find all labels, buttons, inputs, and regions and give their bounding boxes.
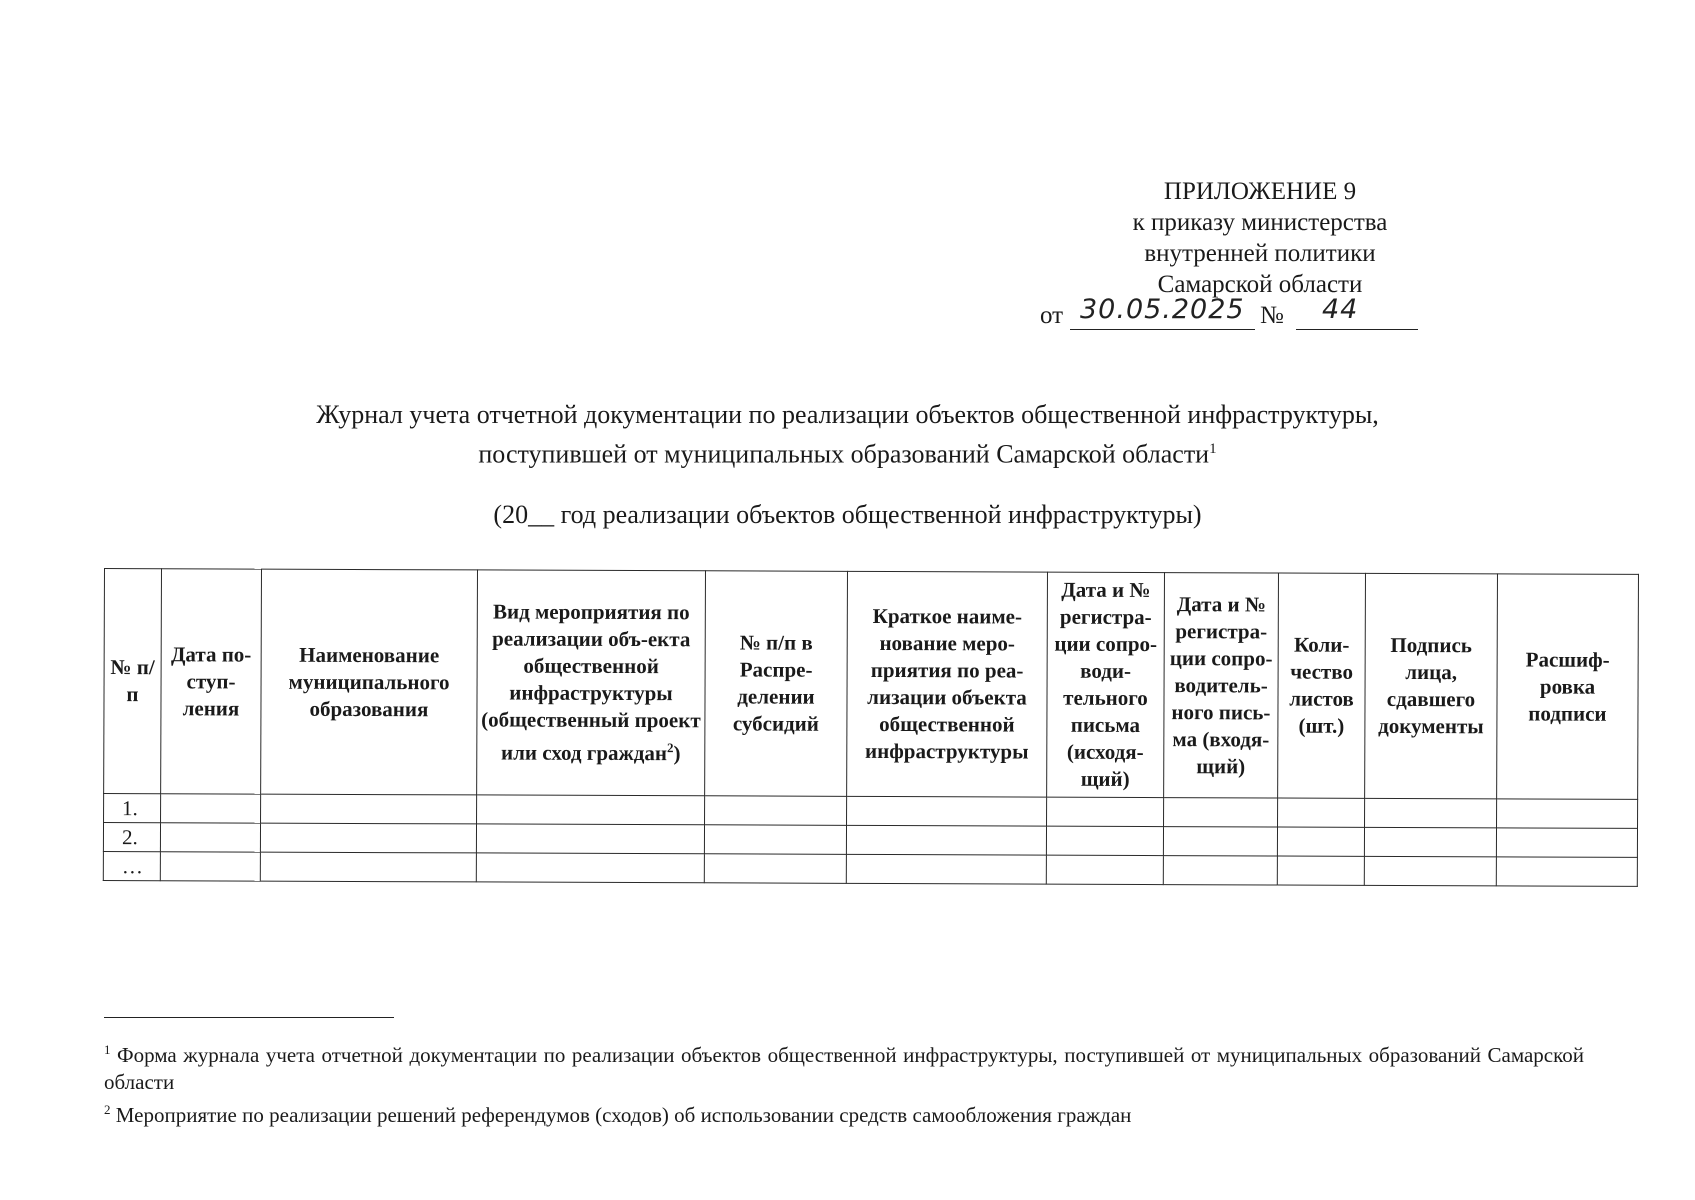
header-outgoing-letter: Дата и № регистра-ции сопро-води-тельного письма (исходя-щий) <box>1047 572 1165 797</box>
number-label: № <box>1260 302 1284 329</box>
footnote-1-text: Форма журнала учета отчетной документации по реализации объектов общественной инфраструктуры, поступившей от муниципальных образований Самарской области <box>104 1043 1584 1094</box>
table-cell <box>1278 798 1365 827</box>
title-line-2-text: поступившей от муниципальных образований Самарской области <box>478 439 1210 469</box>
footnote-ref-2: 2 <box>666 740 674 756</box>
table-cell <box>846 825 1046 855</box>
table-cell <box>161 794 261 823</box>
table-cell <box>1364 827 1496 857</box>
footnote-2 <box>104 1096 1584 1129</box>
table-cell <box>1496 857 1637 887</box>
appendix-line-2: внутренней политики <box>1144 240 1376 267</box>
header-sheet-count: Коли-чество листов (шт.) <box>1278 573 1366 798</box>
table-cell <box>260 852 476 882</box>
appendix-line-3: Самарской области <box>1157 271 1363 298</box>
header-activity-type-text: Вид мероприятия по реализации объ-екта общественной инфраструктуры (общественный проект или сход граждан <box>481 599 701 766</box>
header-receipt-date: Дата по-ступ-ления <box>161 569 262 794</box>
table-cell <box>160 852 260 881</box>
table-cell <box>1046 826 1163 855</box>
header-activity-name: Краткое наиме-нование меро-приятия по реа-лизации объекта общественной инфраструктуры <box>847 571 1048 797</box>
table-row <box>103 851 1637 886</box>
table-cell <box>476 824 704 854</box>
table-cell <box>1497 799 1638 829</box>
header-incoming-letter: Дата и № регистра-ции сопро-водитель-ного пись-ма (входя-щий) <box>1164 573 1279 798</box>
table-cell <box>704 854 846 884</box>
table-cell <box>846 854 1046 884</box>
document-subtitle: (20__ год реализации объектов общественной инфраструктуры) <box>493 500 1202 529</box>
title-line-2 <box>0 432 1695 472</box>
row-number: 2. <box>103 823 160 852</box>
row-number: … <box>103 851 160 880</box>
journal-table <box>103 568 1639 887</box>
table-cell <box>261 794 477 824</box>
appendix-title: ПРИЛОЖЕНИЕ 9 <box>1163 178 1357 205</box>
from-label: от <box>1040 302 1064 329</box>
table-cell <box>1046 855 1163 884</box>
header-activity-type <box>477 570 706 796</box>
handwritten-number: 44 <box>1322 294 1359 325</box>
header-signature-transcript: Расшиф-ровка подписи <box>1497 574 1639 800</box>
table-cell <box>260 823 476 853</box>
number-underline <box>1296 329 1418 330</box>
footnote-2-text: Мероприятие по реализации решений референдумов (сходов) об использовании средств самообложения граждан <box>110 1103 1132 1127</box>
table-cell <box>476 853 704 883</box>
table-cell <box>1364 856 1496 886</box>
row-number: 1. <box>104 794 161 823</box>
table-cell <box>1277 856 1364 885</box>
document-title <box>0 398 1695 472</box>
table-cell <box>1163 827 1277 856</box>
footnote-separator <box>104 1017 394 1018</box>
table-cell <box>1277 827 1364 856</box>
footnote-1 <box>104 1036 1584 1096</box>
header-subsidy-number: № п/п в Распре-делении субсидий <box>705 571 848 797</box>
footnote-ref-1: 1 <box>1209 441 1217 457</box>
table-cell <box>847 796 1047 826</box>
appendix-header <box>1040 176 1450 334</box>
header-signature: Подпись лица, сдавшего документы <box>1365 573 1498 799</box>
table-cell <box>704 825 846 855</box>
header-number: № п/п <box>104 569 162 794</box>
table-cell <box>1365 798 1497 828</box>
table-cell <box>1163 856 1277 885</box>
footnote-2-mark: 2 <box>104 1102 111 1117</box>
handwritten-date: 30.05.2025 <box>1080 294 1245 325</box>
header-activity-type-tail: ) <box>673 741 681 766</box>
appendix-line-1: к приказу министерства <box>1132 209 1388 236</box>
table-cell <box>1164 798 1278 827</box>
order-reference <box>1040 294 1450 334</box>
table-cell <box>477 795 705 825</box>
table-cell <box>160 823 260 852</box>
footnote-1-mark: 1 <box>104 1042 111 1057</box>
footnotes <box>104 1036 1584 1129</box>
date-underline <box>1070 329 1255 330</box>
title-line-1: Журнал учета отчетной документации по реализации объектов общественной инфраструктуры, <box>316 400 1379 429</box>
table-cell <box>1047 797 1164 826</box>
table-header-row <box>104 569 1639 800</box>
table-cell <box>705 796 847 826</box>
header-municipality: Наименование муниципального образования <box>261 569 478 795</box>
table-cell <box>1496 828 1637 858</box>
